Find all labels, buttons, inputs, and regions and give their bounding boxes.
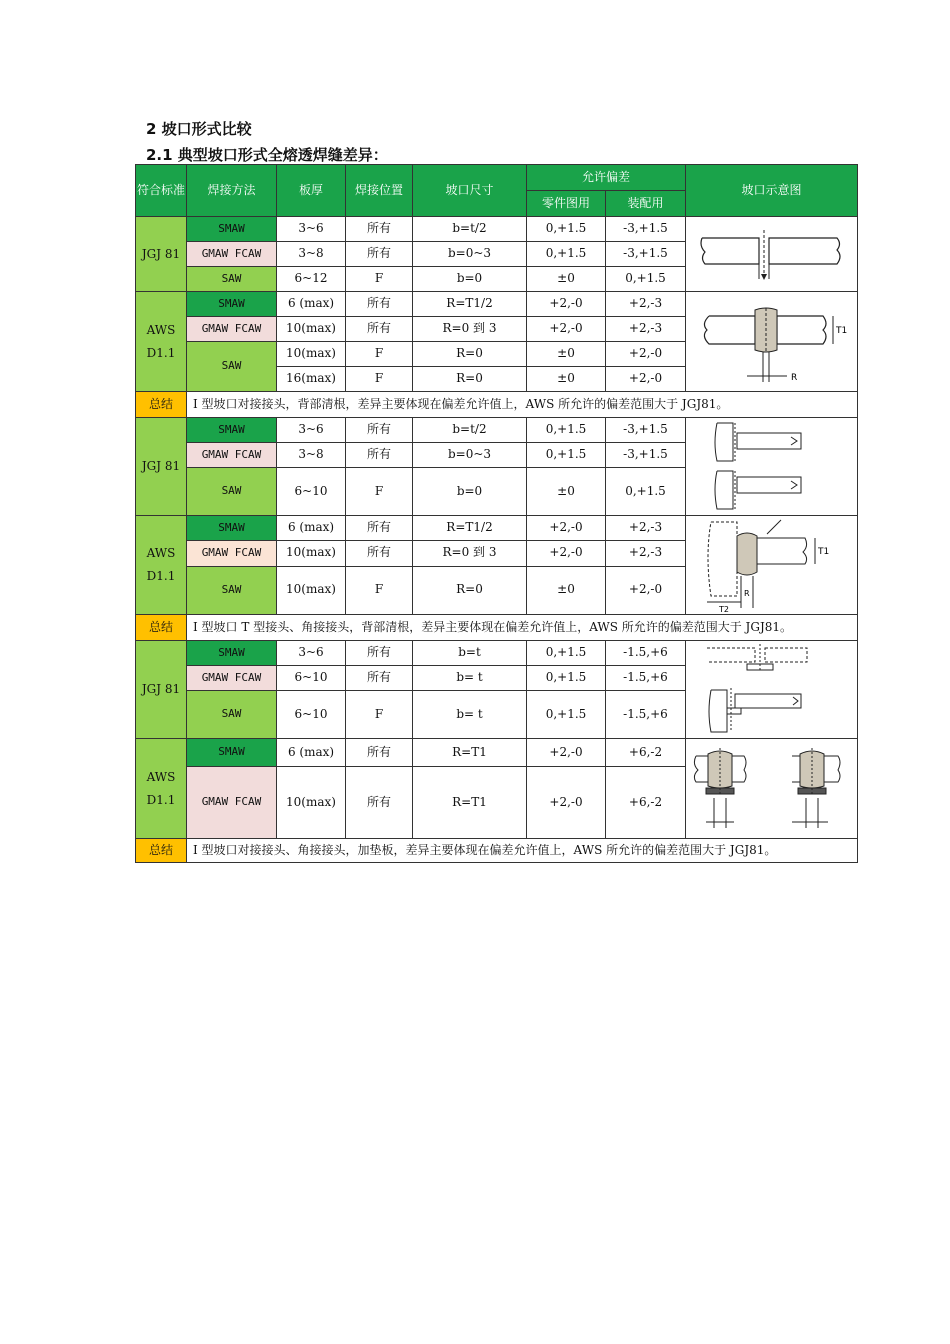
position-cell: F [346, 468, 413, 516]
part-tolerance-cell: 0,+1.5 [527, 443, 606, 468]
table-row [136, 739, 858, 767]
summary-text: I 型坡口 T 型接头、角接接头，背部清根，差异主要体现在偏差允许值上，AWS 所允许的偏差范围大于 JGJ81。 [187, 615, 858, 641]
groove-diagram [686, 641, 858, 739]
part-tolerance-cell: ±0 [527, 468, 606, 516]
header-thickness: 板厚 [277, 165, 346, 217]
assembly-tolerance-cell: -3,+1.5 [606, 242, 686, 267]
thickness-cell: 6~10 [277, 468, 346, 516]
method-cell: SMAW [187, 418, 277, 443]
part-tolerance-cell: 0,+1.5 [527, 666, 606, 691]
method-cell: GMAW FCAW [187, 767, 277, 839]
method-cell: SMAW [187, 739, 277, 767]
thickness-cell: 3~6 [277, 641, 346, 666]
position-cell: 所有 [346, 666, 413, 691]
table-row [136, 217, 858, 242]
assembly-tolerance-cell: +2,-0 [606, 367, 686, 392]
header-diagram: 坡口示意图 [686, 165, 858, 217]
position-cell: 所有 [346, 418, 413, 443]
part-tolerance-cell: ±0 [527, 342, 606, 367]
part-tolerance-cell: +2,-0 [527, 739, 606, 767]
t2-label: T2 [718, 605, 729, 614]
thickness-cell: 3~8 [277, 242, 346, 267]
summary-row [136, 392, 858, 418]
assembly-tolerance-cell: +6,-2 [606, 767, 686, 839]
thickness-cell: 3~8 [277, 443, 346, 468]
aws-butt-joint-diagram [697, 296, 847, 388]
assembly-tolerance-cell: +2,-0 [606, 566, 686, 615]
part-tolerance-cell: ±0 [527, 367, 606, 392]
standard-cell: JGJ 81 [136, 641, 187, 739]
table-row [136, 516, 858, 541]
t1-label: T1 [835, 325, 847, 336]
part-tolerance-cell: +2,-0 [527, 292, 606, 317]
method-cell: SAW [187, 691, 277, 739]
standard-cell: JGJ 81 [136, 217, 187, 292]
assembly-tolerance-cell: -1.5,+6 [606, 691, 686, 739]
r-label: R [743, 589, 750, 598]
header-tolerance: 允许偏差 [527, 165, 686, 191]
method-cell: GMAW FCAW [187, 541, 277, 566]
assembly-tolerance-cell: -3,+1.5 [606, 418, 686, 443]
size-cell: R=T1/2 [413, 292, 527, 317]
thickness-cell: 3~6 [277, 217, 346, 242]
thickness-cell: 10(max) [277, 342, 346, 367]
method-cell: SAW [187, 468, 277, 516]
thickness-cell: 10(max) [277, 317, 346, 342]
summary-row [136, 615, 858, 641]
header-assembly: 装配用 [606, 191, 686, 217]
thickness-cell: 6 (max) [277, 739, 346, 767]
position-cell: F [346, 342, 413, 367]
thickness-cell: 6~10 [277, 666, 346, 691]
standard-cell: AWS D1.1 [136, 292, 187, 392]
size-cell: R=T1 [413, 767, 527, 839]
thickness-cell: 10(max) [277, 566, 346, 615]
position-cell: F [346, 566, 413, 615]
position-cell: 所有 [346, 516, 413, 541]
assembly-tolerance-cell: -3,+1.5 [606, 443, 686, 468]
part-tolerance-cell: 0,+1.5 [527, 217, 606, 242]
header-groove-size: 坡口尺寸 [413, 165, 527, 217]
position-cell: 所有 [346, 217, 413, 242]
method-cell: GMAW FCAW [187, 443, 277, 468]
size-cell: R=0 [413, 342, 527, 367]
assembly-tolerance-cell: -3,+1.5 [606, 217, 686, 242]
part-tolerance-cell: ±0 [527, 267, 606, 292]
assembly-tolerance-cell: -1.5,+6 [606, 666, 686, 691]
backing-joint-diagram [697, 642, 847, 737]
standard-cell: AWS D1.1 [136, 516, 187, 615]
standard-cell: AWS D1.1 [136, 739, 187, 839]
table-row [136, 292, 858, 317]
part-tolerance-cell: 0,+1.5 [527, 418, 606, 443]
position-cell: 所有 [346, 317, 413, 342]
assembly-tolerance-cell: 0,+1.5 [606, 267, 686, 292]
header-part-drawing: 零件图用 [527, 191, 606, 217]
groove-diagram [686, 292, 858, 392]
thickness-cell: 10(max) [277, 541, 346, 566]
summary-text: I 型坡口对接接头、角接接头，加垫板，差异主要体现在偏差允许值上，AWS 所允许的偏差范围大于 JGJ81。 [187, 839, 858, 863]
part-tolerance-cell: +2,-0 [527, 767, 606, 839]
butt-joint-diagram [697, 224, 847, 284]
header-method: 焊接方法 [187, 165, 277, 217]
method-cell: SAW [187, 342, 277, 392]
section-heading: 2 坡口形式比较 [146, 120, 252, 138]
size-cell: b=t/2 [413, 217, 527, 242]
method-cell: GMAW FCAW [187, 317, 277, 342]
size-cell: b=t [413, 641, 527, 666]
summary-text: I 型坡口对接接头，背部清根，差异主要体现在偏差允许值上，AWS 所允许的偏差范围大于 JGJ81。 [187, 392, 858, 418]
assembly-tolerance-cell: +2,-3 [606, 292, 686, 317]
size-cell: R=0 [413, 367, 527, 392]
method-cell: SMAW [187, 292, 277, 317]
summary-row [136, 839, 858, 863]
method-cell: SMAW [187, 217, 277, 242]
part-tolerance-cell: 0,+1.5 [527, 641, 606, 666]
assembly-tolerance-cell: +2,-0 [606, 342, 686, 367]
groove-comparison-table [135, 164, 858, 863]
method-cell: GMAW FCAW [187, 666, 277, 691]
part-tolerance-cell: +2,-0 [527, 317, 606, 342]
position-cell: 所有 [346, 641, 413, 666]
thickness-cell: 6 (max) [277, 516, 346, 541]
part-tolerance-cell: ±0 [527, 566, 606, 615]
size-cell: b= t [413, 666, 527, 691]
groove-diagram [686, 516, 858, 615]
size-cell: b=0 [413, 468, 527, 516]
size-cell: b=0 [413, 267, 527, 292]
size-cell: R=0 到 3 [413, 317, 527, 342]
groove-diagram [686, 418, 858, 516]
assembly-tolerance-cell: 0,+1.5 [606, 468, 686, 516]
position-cell: 所有 [346, 739, 413, 767]
position-cell: F [346, 367, 413, 392]
table-row [136, 641, 858, 666]
groove-diagram [686, 739, 858, 839]
assembly-tolerance-cell: -1.5,+6 [606, 641, 686, 666]
position-cell: F [346, 691, 413, 739]
position-cell: 所有 [346, 242, 413, 267]
aws-t-joint-diagram [697, 516, 847, 614]
standard-cell: JGJ 81 [136, 418, 187, 516]
t-joint-diagram [697, 419, 847, 514]
thickness-cell: 16(max) [277, 367, 346, 392]
thickness-cell: 6~12 [277, 267, 346, 292]
part-tolerance-cell: 0,+1.5 [527, 242, 606, 267]
size-cell: b=0~3 [413, 242, 527, 267]
header-position: 焊接位置 [346, 165, 413, 217]
header-standard: 符合标准 [136, 165, 187, 217]
position-cell: 所有 [346, 443, 413, 468]
size-cell: R=T1/2 [413, 516, 527, 541]
summary-label: 总结 [136, 392, 187, 418]
size-cell: R=0 到 3 [413, 541, 527, 566]
position-cell: F [346, 267, 413, 292]
method-cell: GMAW FCAW [187, 242, 277, 267]
size-cell: b=0~3 [413, 443, 527, 468]
thickness-cell: 10(max) [277, 767, 346, 839]
method-cell: SMAW [187, 516, 277, 541]
assembly-tolerance-cell: +2,-3 [606, 541, 686, 566]
size-cell: b=t/2 [413, 418, 527, 443]
t1-label: T1 [817, 547, 829, 557]
assembly-tolerance-cell: +2,-3 [606, 317, 686, 342]
method-cell: SAW [187, 566, 277, 615]
part-tolerance-cell: +2,-0 [527, 516, 606, 541]
aws-backing-joint-diagram [688, 742, 856, 836]
thickness-cell: 6~10 [277, 691, 346, 739]
size-cell: R=T1 [413, 739, 527, 767]
groove-diagram [686, 217, 858, 292]
position-cell: 所有 [346, 541, 413, 566]
assembly-tolerance-cell: +2,-3 [606, 516, 686, 541]
subsection-heading: 2.1 典型坡口形式全熔透焊缝差异： [146, 146, 388, 164]
method-cell: SAW [187, 267, 277, 292]
table-row [136, 418, 858, 443]
thickness-cell: 3~6 [277, 418, 346, 443]
part-tolerance-cell: 0,+1.5 [527, 691, 606, 739]
thickness-cell: 6 (max) [277, 292, 346, 317]
position-cell: 所有 [346, 767, 413, 839]
position-cell: 所有 [346, 292, 413, 317]
size-cell: R=0 [413, 566, 527, 615]
part-tolerance-cell: +2,-0 [527, 541, 606, 566]
assembly-tolerance-cell: +6,-2 [606, 739, 686, 767]
r-label: R [790, 372, 797, 383]
size-cell: b= t [413, 691, 527, 739]
method-cell: SMAW [187, 641, 277, 666]
summary-label: 总结 [136, 839, 187, 863]
summary-label: 总结 [136, 615, 187, 641]
